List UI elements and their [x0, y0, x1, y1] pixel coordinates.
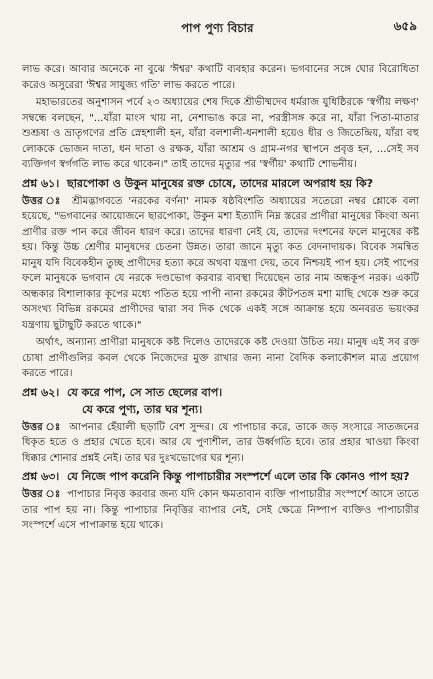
- question-number: প্রশ্ন ৬২।: [22, 385, 60, 399]
- running-title: পাপ পুণ্য বিচার: [181, 21, 254, 35]
- page-body: [22, 62, 419, 665]
- page-number: ৬৫৯: [393, 19, 417, 33]
- answer-label: উত্তর ঃ: [22, 489, 61, 500]
- question-62: [22, 384, 419, 418]
- paragraph: লাভ করে। আবার অনেকে না বুঝে 'ঈশ্বর' কথাটি ব্যবহার করেন। ভগবানের সঙ্গে ঘোর বিরোধিতা করেও অসুরেরা 'ঈশ্বর সাযুজ্য গতি' লাভ করতে পারে।: [22, 64, 419, 91]
- question-number: প্রশ্ন ৬১।: [22, 176, 60, 190]
- answer-text: পাপাচার নিবৃত্ত করবার জন্য যদি কোন ক্ষমতাবান ব্যক্তি পাপাচারীর সংস্পর্শে আসে তাতে তার পাপ হয় না। কিন্তু পাপাচার নিবৃত্তির ব্যাপার নেই, সেই ক্ষেত্রে নিষ্পাপ ব্যক্তিও পাপাচারীর সংস্পর্শে এসে পাপাক্রান্ত হয়ে থাকে।: [22, 489, 419, 531]
- page-header: [18, 8, 417, 38]
- question-63: [22, 468, 419, 485]
- answer-text: আপনার হেঁয়ালী ছড়াটি বেশ সুন্দর। যে পাপাচার করে, তাকে জড় সংসারে সাতজনের ধিকৃত হতে ও প্রহার খেতে হবে। আর যে পুণ্যশীল, তার উর্ধ্বগতি হবে। তার প্রহার খাওয়া কিংবা ধিক্কার শোনার প্রশ্নই নেই। তার ঘর দুঃখভোগের ঘর শূন্য।: [22, 421, 419, 464]
- answer-label: উত্তর ঃ: [22, 421, 62, 433]
- question-line: যে করে পাপ, সে সাত ছেলের বাপ।: [67, 385, 223, 399]
- answer-63: [22, 487, 419, 534]
- question-line: যে করে পুণ্য, তার ঘর শূন্য।: [82, 402, 203, 416]
- answer-61: [22, 194, 419, 334]
- answer-text: শ্রীমদ্ভাগবতে 'নরকের বর্ণনা' নামক ষষ্ঠবিংশতি অধ্যায়ের সতেরো নম্বর শ্লোকে বলা হয়েছে, "ভগবানের আয়োজনে ছারপোকা, উকুন মশা ইত্যাদি নিম্ন স্তরের প্রাণীরা মানুষের কিংবা অন্য প্রাণীর রক্ত পান করে জীবন ধারণ করে। তাদের ধারণা নেই যে, তাদের দংশনের ফলে মানুষের কষ্ট হয়। কিন্তু উচ্চ শ্রেণীর মানুষদের চেতনা উন্নত। তারা জানে মৃত্যু কত বেদনাদায়ক। বিবেক সমন্বিত মানুষ যদি বিবেকহীন তুচ্ছ প্রাণীদের হত্যা করে অথবা যন্ত্রণা দেয়, তবে নিশ্চয়ই পাপ হয়। সেই পাপের ফলে মানুষকে ভগবান যে নরকে দণ্ডভোগ করবার ব্যবস্থা দিয়েছেন তার নাম অন্ধকূপ নরক। একটি অন্ধকার বিশালাকার কূপের মধ্যে পতিত হয়ে পাপী নানা রকমের কীটপতঙ্গ মশা মাছি থেকে শুরু করে অসংখ্য বিভিন্ন রকমের প্রাণীদের দ্বারা সব দিক থেকে একই সঙ্গে আক্রান্ত হয়ে অনবরত ভয়ংকর যন্ত্রণায় ছুটাছুটি করতে থাকে।": [22, 195, 419, 331]
- question-61: [22, 175, 419, 192]
- question-text: ছারপোকা ও উকুন মানুষের রক্ত চোষে, তাদের মারলে অপরাধ হয় কি?: [67, 176, 374, 190]
- paragraph: অর্থাৎ, অন্যান্য প্রাণীরা মানুষকে কষ্ট দিলেও তাদেরকে কষ্ট দেওয়া উচিত নয়। মানুষ এই সব রক্ত চোষা প্রাণীগুলির কবল থেকে নিজেদের মুক্ত রাখার জন্য নানা বৈদিক কলাকৌশল মাত্র প্রয়োগ করতে পারে।: [22, 337, 419, 379]
- answer-62: [22, 420, 419, 467]
- answer-label: উত্তর ঃ: [22, 195, 64, 207]
- paragraph: মহাভারতের অনুশাসন পর্বে ২৩ অধ্যায়ের শেষ দিকে শ্রীভীষ্মদেব ধর্মরাজ যুধিষ্ঠিরকে 'স্বর্গীয় লক্ষণ' সম্বন্ধে বলছেন, "...যাঁরা মাংস খায় না, নেশাভাঙ করে না, পরস্ত্রীসঙ্গ করে না, যাঁরা পিতা-মাতার শুশ্রূষা ও ভ্রাতৃগণের প্রতি স্নেহশালী হন, যাঁরা বলশালী-ধনশালী হয়েও ধীর ও জিতেন্দ্রিয়, যাঁরা বহু লোককে ভোজন দাতা, ধন দাতা ও রক্ষক, যাঁরা আশ্রম ও গ্রাম-নগর স্থাপনে প্রবৃত্ত হন, ...সেই সব ব্যক্তিগণ স্বর্গগতি লাভ করে থাকেন।" তাই তাদের মৃত্যুর পর 'স্বর্গীয়' কথাটি শোভনীয়।: [22, 97, 419, 170]
- question-text: যে নিজে পাপ করেনি কিন্তু পাপাচারীর সংস্পর্শে এলে তার কি কোনও পাপ হয়?: [67, 470, 410, 483]
- question-number: প্রশ্ন ৬৩।: [22, 470, 60, 483]
